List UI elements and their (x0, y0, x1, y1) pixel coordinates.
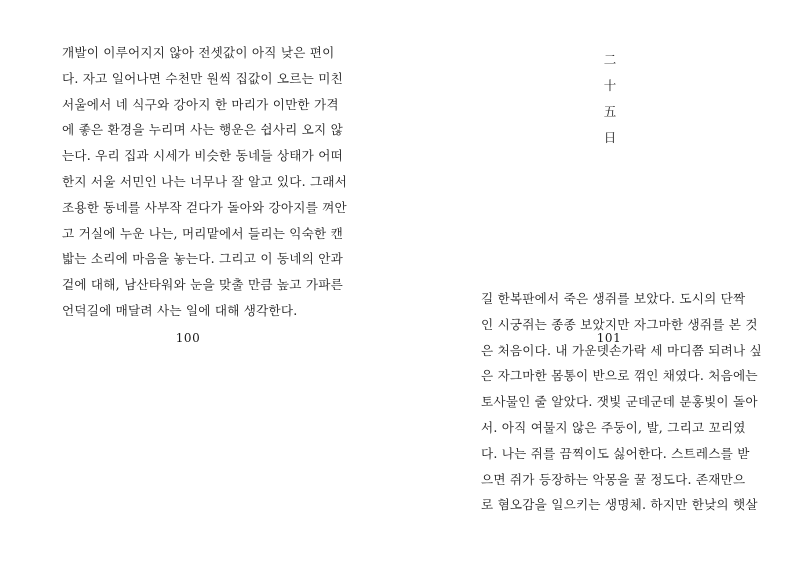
text-line: 조용한 동네를 사부작 걷다가 돌아와 강아지를 껴안 (62, 199, 347, 215)
text-line: 은 처음이다. 내 가운뎃손가락 세 마디쯤 되려나 싶 (481, 342, 762, 358)
text-line: 겉에 대해, 남산타워와 눈을 맞출 만큼 높고 가파른 (62, 277, 343, 293)
text-line: 길 한복판에서 죽은 생쥐를 보았다. 도시의 단짝 (481, 291, 746, 306)
chapter-title-char: 五 (603, 104, 617, 119)
text-line: 으면 쥐가 등장하는 악몽을 꿀 정도다. 존재만으 (481, 471, 746, 487)
chapter-title-char: 日 (603, 130, 617, 145)
text-line: 밟는 소리에 마음을 놓는다. 그리고 이 동네의 안과 (62, 251, 343, 267)
text-line: 서. 아직 여물지 않은 주둥이, 발, 그리고 꼬리였 (481, 419, 746, 435)
text-line: 인 시궁쥐는 종종 보았지만 자그마한 생쥐를 본 것 (481, 316, 758, 332)
text-line: 는다. 우리 집과 시세가 비슷한 동네들 상태가 어떠 (62, 148, 343, 164)
right-page (400, 0, 800, 572)
text-line: 로 혐오감을 일으키는 생명체. 하지만 한낮의 햇살 (481, 497, 758, 513)
text-line: 다. 자고 일어나면 수천만 원씩 집값이 오르는 미친 (62, 70, 343, 86)
right-page-body (481, 286, 773, 518)
left-page-body (62, 40, 354, 324)
text-line: 언덕길에 매달려 사는 일에 대해 생각한다. (62, 302, 298, 318)
text-line: 한지 서울 서민인 나는 너무나 잘 알고 있다. 그래서 (62, 173, 348, 189)
text-line: 토사물인 줄 알았다. 잿빛 군데군데 분홍빛이 돌아 (481, 394, 758, 410)
text-line: 서울에서 네 식구와 강아지 한 마리가 이만한 가격 (62, 96, 339, 112)
chapter-title-char: 二 (603, 52, 617, 67)
chapter-title-char: 十 (603, 78, 617, 93)
text-line: 고 거실에 누운 나는, 머리맡에서 들리는 익숙한 캔 (62, 225, 343, 241)
page-number-left: 100 (175, 331, 201, 345)
text-line: 다. 나는 쥐를 끔찍이도 싫어한다. 스트레스를 받 (481, 445, 750, 461)
text-line: 은 자그마한 몸통이 반으로 꺾인 채였다. 처음에는 (481, 368, 758, 384)
text-line: 에 좋은 환경을 누리며 사는 행운은 쉽사리 오지 않 (62, 122, 343, 138)
page-number-right: 101 (596, 331, 622, 345)
chapter-title (600, 47, 620, 151)
text-line: 개발이 이루어지지 않아 전셋값이 아직 낮은 편이 (62, 45, 335, 60)
